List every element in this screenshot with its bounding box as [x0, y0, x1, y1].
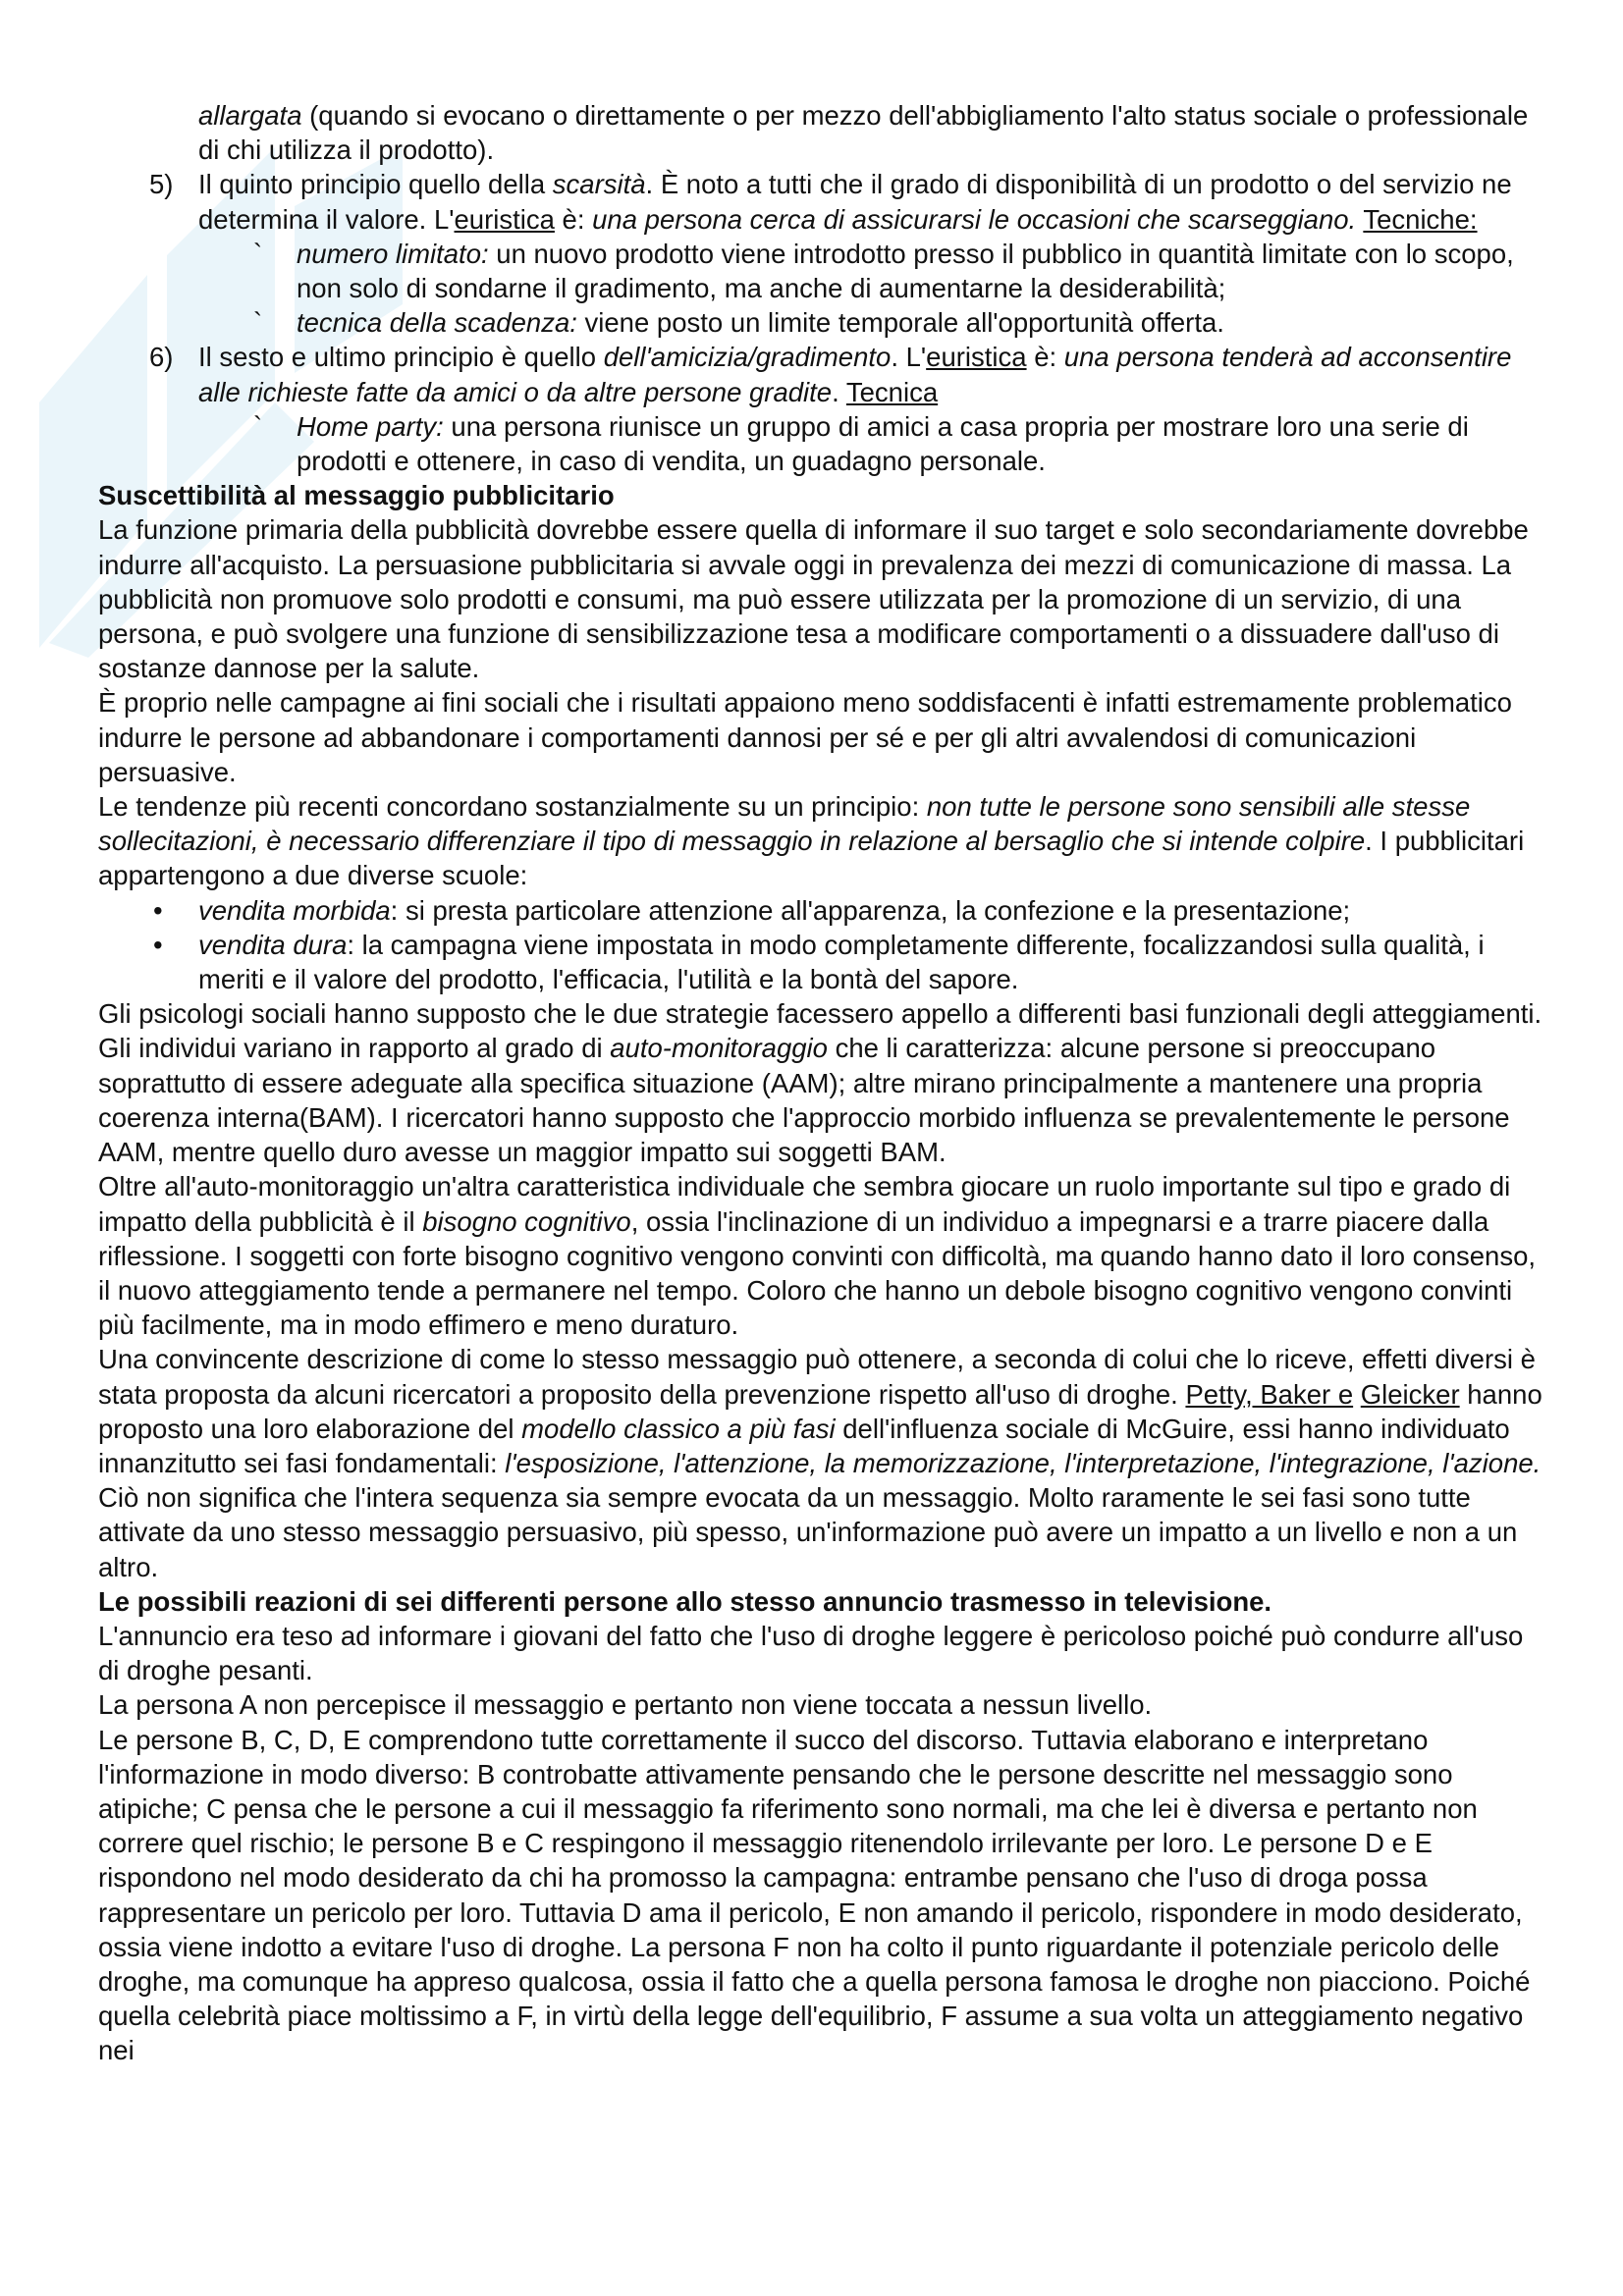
bullet-mark: `	[253, 307, 263, 339]
list-item-vendita-morbida: • vendita morbida: si presta particolare attenzione all'apparenza, la confezione e la presentazione;	[98, 893, 1551, 928]
paragraph: Le tendenze più recenti concordano sostanzialmente su un principio: non tutte le persone sono sensibili alle stesse sollecitazioni, è necessario differenziare il tipo di messaggio in relazione al bersaglio che si intende colpire. I pubblicitari appartengono a due diverse scuole:	[98, 791, 1525, 891]
sub-item-tecnica-scadenza: ` tecnica della scadenza: viene posto un limite temporale all'opportunità offerta.	[98, 305, 1551, 340]
section-heading: Le possibili reazioni di sei differenti persone allo stesso annuncio trasmesso in televisione.	[98, 1585, 1272, 1617]
bullet-mark: `	[253, 410, 263, 442]
paragraph: Una convincente descrizione di come lo stesso messaggio può ottenere, a seconda di colui che lo riceve, effetti diversi è stata proposta da alcuni ricercatori a proposito della prevenzione rispetto all'uso di droghe. Petty, Baker e Gleicker hanno proposto una loro elaborazione del modello classico a più fasi dell'influenza sociale di McGuire, essi hanno individuato innanzitutto sei fasi fondamentali: l'esposizione, l'attenzione, la memorizzazione, l'interpretazione, l'integrazione, l'azione. Ciò non significa che l'intera sequenza sia sempre evocata da un messaggio. Molto raramente le sei fasi sono tutte attivate da uno stesso messaggio persuasivo, più spesso, un'informazione può avere un impatto a un livello e non a un altro.	[98, 1344, 1542, 1582]
list-item-6: 6) Il sesto e ultimo principio è quello dell'amicizia/gradimento. L'euristica è: una persona tenderà ad acconsentire alle richieste fatte da amici o da altre persone gradite. Tecnica	[149, 342, 1512, 407]
list-item-5: 5) Il quinto principio quello della scarsità. È noto a tutti che il grado di disponibilità di un prodotto o del servizio ne determina il valore. L'euristica è: una persona cerca di assicurarsi le occasioni che scarseggiano. Tecniche:	[149, 169, 1512, 235]
paragraph: Gli psicologi sociali hanno supposto che le due strategie facessero appello a differenti basi funzionali degli atteggiamenti. Gli individui variano in rapporto al grado di auto-monitoraggio che li caratterizza: alcune persone si preoccupano soprattutto di essere adeguate alla specifica situazione (AAM); altre mirano principalmente a mantenere una propria coerenza interna(BAM). I ricercatori hanno supposto che l'approccio morbido influenza se prevalentemente le persone AAM, mentre quello duro avesse un maggior impatto sui soggetti BAM.	[98, 998, 1542, 1168]
bullet-mark: •	[153, 929, 163, 960]
section-heading: Suscettibilità al messaggio pubblicitario	[98, 480, 615, 511]
paragraph: La persona A non percepisce il messaggio e pertanto non viene toccata a nessun livello.	[98, 1689, 1153, 1721]
sub-item-home-party: ` Home party: una persona riunisce un gruppo di amici a casa propria per mostrare loro una serie di prodotti e ottenere, in caso di vendita, un guadagno personale.	[253, 410, 1469, 477]
sub-item-numero-limitato: ` numero limitato: un nuovo prodotto viene introdotto presso il pubblico in quantità limitate con lo scopo, non solo di sondarne il gradimento, ma anche di aumentarne la desiderabilità;	[253, 238, 1514, 304]
paragraph: L'annuncio era teso ad informare i giovani del fatto che l'uso di droghe leggere è pericoloso poiché può condurre all'uso di droghe pesanti.	[98, 1620, 1524, 1686]
list-number: 6)	[149, 342, 174, 373]
bullet-mark: •	[153, 894, 163, 926]
document-page	[98, 98, 1551, 2068]
paragraph: È proprio nelle campagne ai fini sociali che i risultati appaiono meno soddisfacenti è infatti estremamente problematico indurre le persone ad abbandonare i comportamenti dannosi per sé e per gli altri avvalendosi di comunicazioni persuasive.	[98, 687, 1512, 787]
paragraph: Oltre all'auto-monitoraggio un'altra caratteristica individuale che sembra giocare un ruolo importante sul tipo e grado di impatto della pubblicità è il bisogno cognitivo, ossia l'inclinazione di un individuo a impegnarsi e a trarre piacere dalla riflessione. I soggetti con forte bisogno cognitivo vengono convinti con difficoltà, ma quando hanno dato il loro consenso, il nuovo atteggiamento tende a permanere nel tempo. Coloro che hanno un debole bisogno cognitivo vengono convinti più facilmente, ma in modo effimero e meno duraturo.	[98, 1171, 1537, 1341]
paragraph-allargata: allargata (quando si evocano o direttamente o per mezzo dell'abbigliamento l'alto status sociale o professionale di chi utilizza il prodotto).	[198, 100, 1529, 166]
bullet-mark: `	[253, 238, 263, 269]
paragraph: La funzione primaria della pubblicità dovrebbe essere quella di informare il suo target e solo secondariamente dovrebbe indurre all'acquisto. La persuasione pubblicitaria si avvale oggi in prevalenza dei mezzi di comunicazione di massa. La pubblicità non promuove solo prodotti e consumi, ma può essere utilizzata per la promozione di un servizio, di una persona, e può svolgere una funzione di sensibilizzazione tesa a modificare comportamenti o a dissuadere dall'uso di sostanze dannose per la salute.	[98, 514, 1529, 684]
paragraph: Le persone B, C, D, E comprendono tutte correttamente il succo del discorso. Tuttavia elaborano e interpretano l'informazione in modo diverso: B controbatte attivamente pensando che le persone descritte nel messaggio sono atipiche; C pensa che le persone a cui il messaggio fa riferimento sono normali, ma che lei è diversa e pertanto non correre quel rischio; le persone B e C respingono il messaggio ritenendolo irrilevante per loro. Le persone D e E rispondono nel modo desiderato da chi ha promosso la campagna: entrambe pensano che l'uso di droga possa rappresentare un pericolo per loro. Tuttavia D ama il pericolo, E non amando il pericolo, rispondere in modo desiderato, ossia viene indotto a evitare l'uso di droghe. La persona F non ha colto il punto riguardante il potenziale pericolo delle droghe, ma comunque ha appreso qualcosa, ossia il fatto che a quella persona famosa le droghe non piacciono. Poiché quella celebrità piace moltissimo a F, in virtù della legge dell'equilibrio, F assume a sua volta un atteggiamento negativo nei	[98, 1724, 1531, 2066]
list-item-vendita-dura: • vendita dura: la campagna viene impostata in modo completamente differente, focalizzandosi sulla qualità, i meriti e il valore del prodotto, l'efficacia, l'utilità e la bontà del sapore.	[153, 929, 1485, 995]
list-number: 5)	[149, 169, 174, 200]
